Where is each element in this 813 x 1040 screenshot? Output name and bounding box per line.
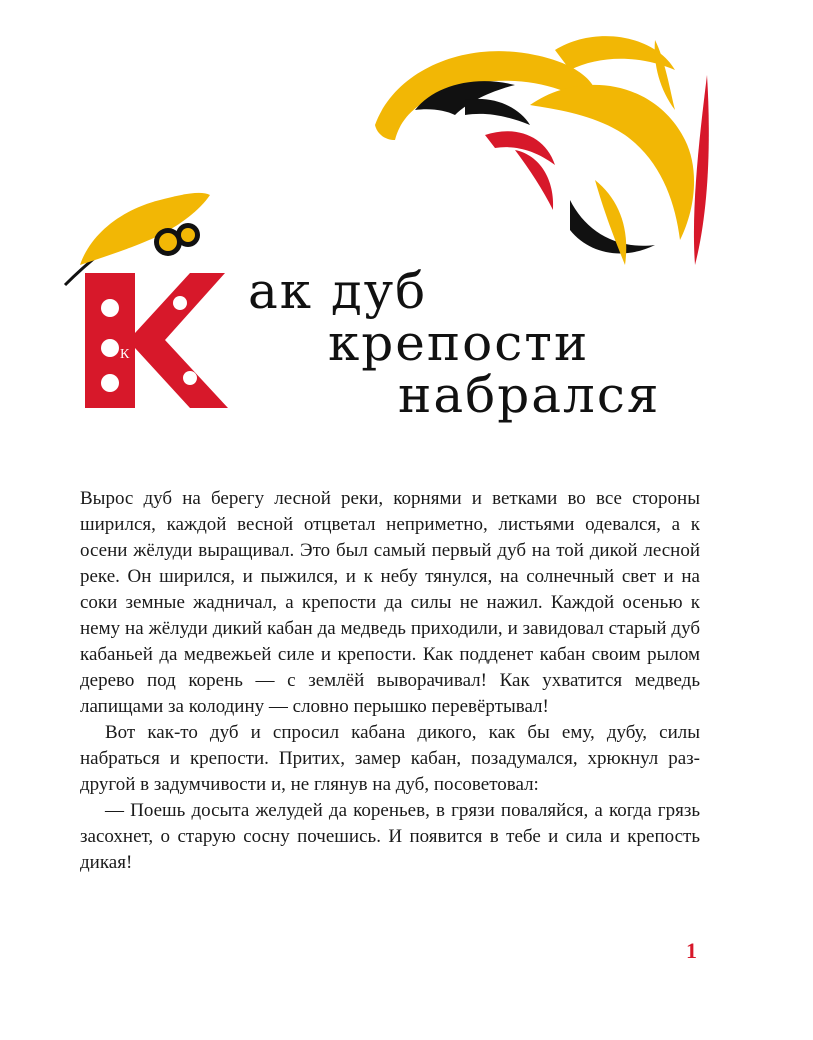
title-line-2: крепости: [328, 314, 590, 372]
paragraph-2: Вот как-то дуб и спросил кабана дикого, как бы ему, дубу, силы набраться и крепости. Притих, замер кабан, позадумался, хрюкнул раз-другой в задумчивости и, не глянув на дуб, посоветовал:: [80, 722, 700, 795]
title-line-3: набрался: [398, 366, 661, 424]
dropcap-letter-k: [80, 268, 230, 413]
svg-text:К: К: [120, 347, 130, 362]
paragraph-1: Вырос дуб на берегу лесной реки, корнями и ветками во все стороны ширился, каждой весной отцветал неприметно, листьями одевался, а к осени жёлуди выращивал. Это был самый первый дуб на той дикой лесной реке. Он ширился, и пыжился, и к небу тянулся, на солнечный свет и на соки земные жадничал, а крепости да силы не нажил. Каждой осенью к нему на жёлуди дикий кабан да медведь приходили, и завидовал старый дуб кабаньей да медвежьей силе и крепости. Как подденет кабан своим рылом дерево под корень — с землёй выворачивал! Как ухватится медведь лапищами за колодину — словно перышко перевёртывал!: [80, 488, 700, 717]
paragraph-3: — Поешь досыта желудей да кореньев, в грязи поваляйся, а когда грязь засохнет, о старую сосну почешись. И появится в тебе и сила и крепость дикая!: [80, 800, 700, 873]
story-text: [80, 486, 700, 876]
floral-ornament-icon: [355, 30, 735, 280]
title-line-1: ак дуб: [248, 262, 428, 320]
page-number: 1: [686, 938, 697, 963]
